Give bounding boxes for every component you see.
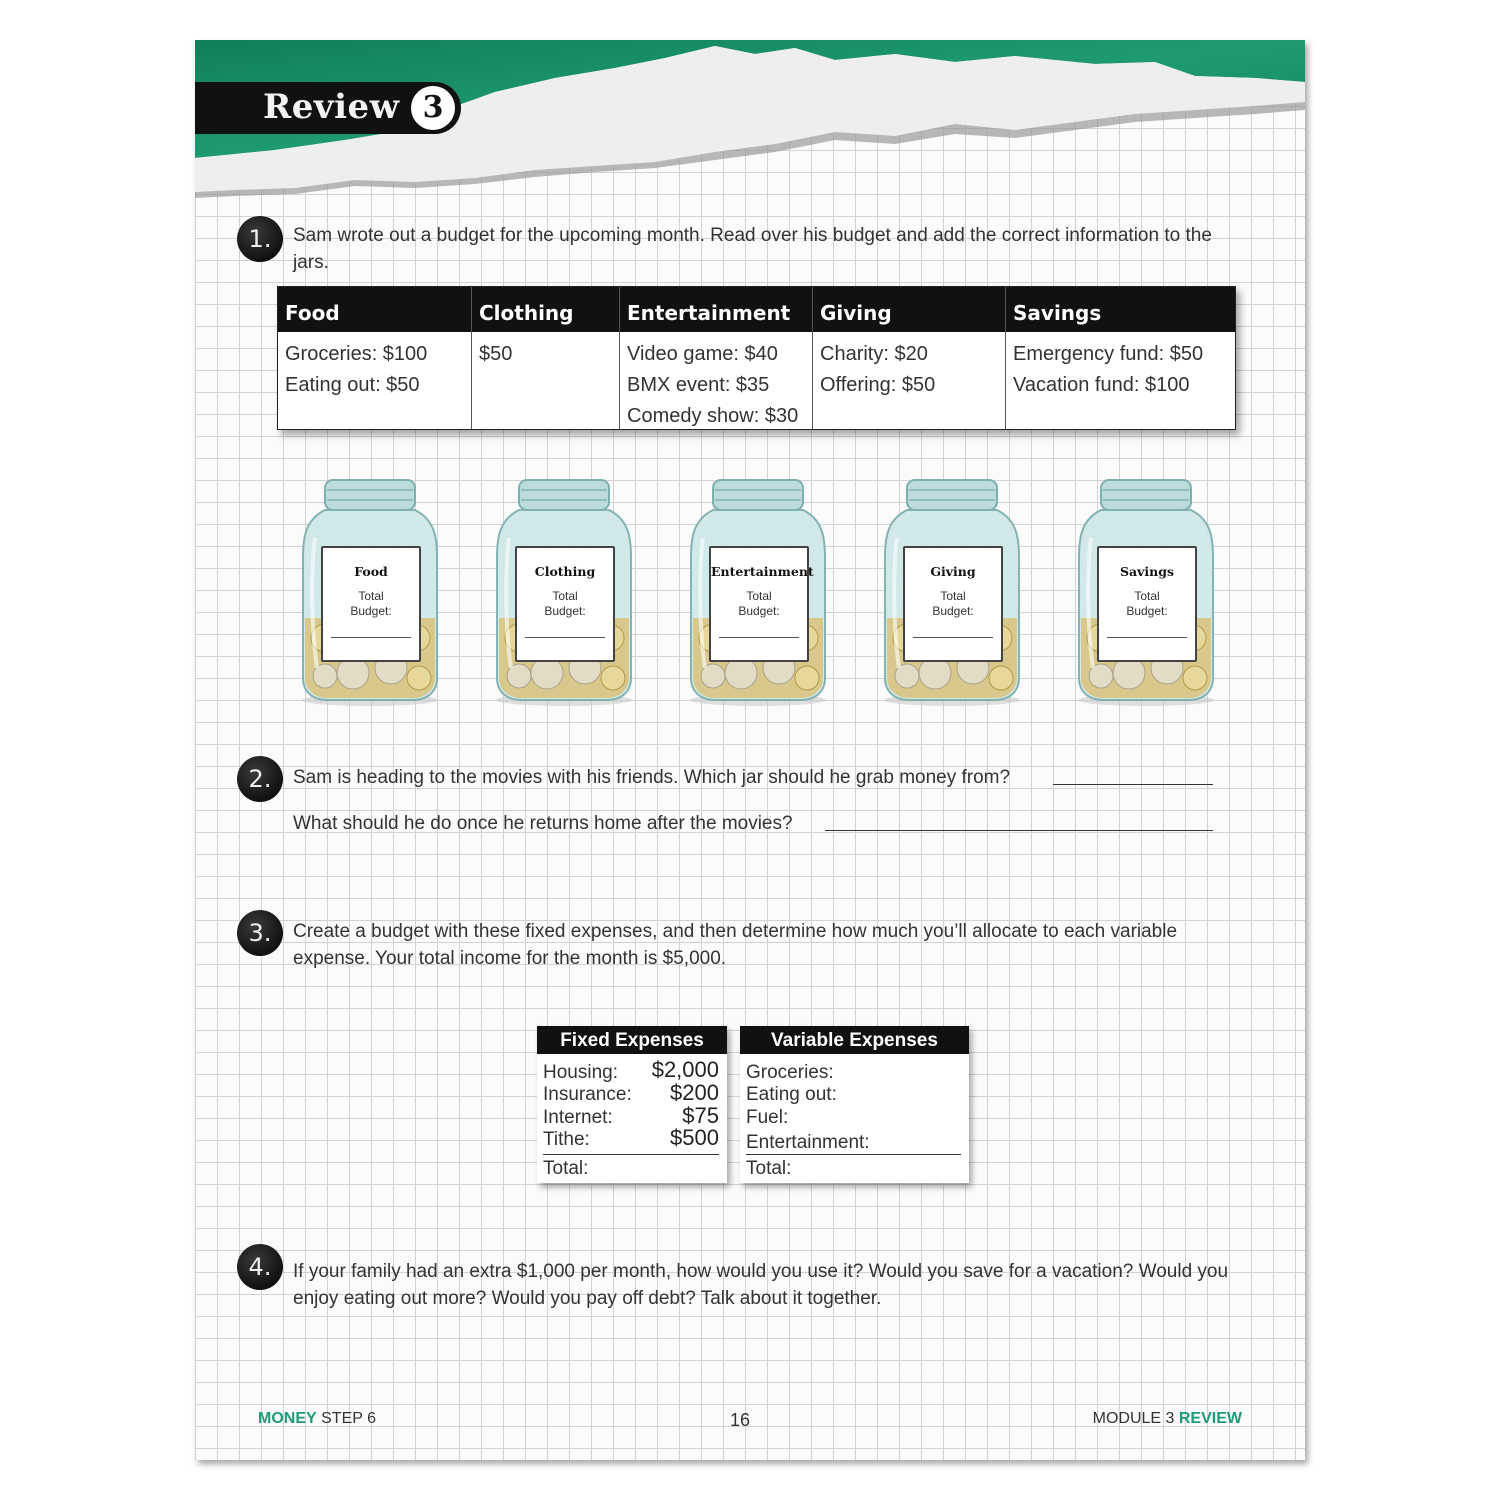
jar-answer-line[interactable]	[913, 637, 993, 638]
budget-heading: Giving	[813, 287, 1006, 332]
jar-total-label	[711, 589, 807, 619]
budget-item: Groceries: $100	[285, 343, 428, 365]
question-1-badge: 1.	[237, 216, 283, 262]
jar-savings	[1071, 478, 1221, 708]
fixed-expense-label: Internet:	[543, 1107, 613, 1128]
jar-category: Savings	[1119, 564, 1174, 579]
question-1-text: Sam wrote out a budget for the upcoming month. Read over his budget and add the correct information to the jars.	[293, 225, 1212, 273]
jar-total-label	[517, 589, 613, 619]
jar-total-label	[323, 589, 419, 619]
jar-total-line2: Budget:	[544, 604, 586, 618]
page-number: 16	[730, 1410, 751, 1430]
variable-expense-label: Groceries:	[746, 1062, 834, 1083]
jar-giving	[877, 478, 1027, 708]
total-rule	[746, 1154, 961, 1155]
jar-answer-line[interactable]	[525, 637, 605, 638]
fixed-expense-value: $500	[670, 1125, 719, 1150]
jar-total-line1: Total	[358, 589, 384, 603]
budget-item: $50	[479, 343, 513, 365]
question-3-text: Create a budget with these fixed expenses, and then determine how much you’ll allocate to each variable expense. Your total income for the month is $5,000.	[293, 921, 1178, 969]
budget-item: Video game: $40	[627, 343, 778, 365]
jar-answer-line[interactable]	[719, 637, 799, 638]
budget-heading: Food	[278, 287, 471, 332]
budget-item: Eating out: $50	[285, 374, 420, 396]
variable-expenses-heading: Variable Expenses	[740, 1026, 969, 1054]
jar-clothing	[489, 478, 639, 708]
budget-item: BMX event: $35	[627, 374, 770, 396]
budget-heading: Entertainment	[620, 287, 813, 332]
variable-expenses-box	[740, 1026, 969, 1183]
variable-expense-label: Eating out:	[746, 1084, 837, 1105]
jar-answer-line[interactable]	[1107, 637, 1187, 638]
answer-line-after-movies[interactable]	[825, 830, 1213, 831]
worksheet-page	[195, 40, 1305, 1460]
footer-left	[258, 1410, 376, 1428]
budget-column-clothing	[471, 287, 620, 429]
footer-step: STEP 6	[321, 1410, 376, 1427]
page-title: Review	[263, 87, 400, 127]
jar-label[interactable]	[321, 546, 421, 662]
review-number-badge: 3	[411, 86, 455, 130]
sam-budget-table	[277, 286, 1236, 430]
question-2-badge: 2.	[237, 756, 283, 802]
footer-module: MODULE 3	[1092, 1410, 1175, 1427]
jar-total-label	[1099, 589, 1195, 619]
budget-column-giving	[812, 287, 1006, 429]
jar-total-line2: Budget:	[932, 604, 974, 618]
fixed-expense-label: Insurance:	[543, 1084, 632, 1105]
budget-heading: Clothing	[472, 287, 620, 332]
fixed-expense-label: Tithe:	[543, 1129, 590, 1150]
jar-total-line2: Budget:	[350, 604, 392, 618]
jar-label[interactable]	[515, 546, 615, 662]
jar-category: Entertainment	[711, 564, 814, 579]
jar-category: Giving	[930, 564, 976, 579]
question-3-badge: 3.	[237, 910, 283, 956]
jar-total-line2: Budget:	[1126, 604, 1168, 618]
jar-food	[295, 478, 445, 708]
fixed-expenses-heading: Fixed Expenses	[537, 1026, 727, 1054]
jar-category: Clothing	[534, 564, 596, 579]
fixed-total-label: Total:	[543, 1158, 589, 1179]
fixed-expense-value: $75	[682, 1103, 719, 1128]
footer-right	[1093, 1410, 1242, 1428]
jar-label[interactable]	[709, 546, 814, 662]
question-4-badge: 4.	[237, 1244, 283, 1290]
budget-item: Vacation fund: $100	[1013, 374, 1190, 396]
footer-review: REVIEW	[1178, 1410, 1242, 1427]
budget-item: Comedy show: $30	[627, 405, 799, 427]
answer-line-jar[interactable]	[1053, 784, 1213, 785]
budget-item: Charity: $20	[820, 343, 928, 365]
budget-column-entertainment	[619, 287, 813, 429]
budget-item: Offering: $50	[820, 374, 936, 396]
question-2-followup-text: What should he do once he returns home after the movies?	[293, 813, 793, 834]
budget-column-savings	[1005, 287, 1235, 429]
jar-total-line1: Total	[1134, 589, 1160, 603]
fixed-expenses-box	[537, 1026, 727, 1183]
jar-entertainment	[683, 478, 833, 708]
budget-item: Emergency fund: $50	[1013, 343, 1204, 365]
fixed-expense-label: Housing:	[543, 1062, 618, 1083]
jar-total-line1: Total	[552, 589, 578, 603]
question-2-text: Sam is heading to the movies with his friends. Which jar should he grab money from?	[293, 767, 1011, 788]
variable-total-label: Total:	[746, 1158, 792, 1179]
jar-category: Food	[354, 564, 388, 579]
footer-brand: MONEY	[258, 1410, 317, 1427]
variable-expense-label: Entertainment:	[746, 1132, 870, 1153]
jar-label[interactable]	[1097, 546, 1197, 662]
jar-total-line1: Total	[746, 589, 772, 603]
jar-answer-line[interactable]	[331, 637, 411, 638]
budget-column-food	[278, 287, 471, 429]
total-rule	[543, 1154, 719, 1155]
fixed-expense-value: $200	[670, 1080, 719, 1105]
jar-label[interactable]	[903, 546, 1003, 662]
budget-heading: Savings	[1006, 287, 1235, 332]
jar-total-label	[905, 589, 1001, 619]
fixed-expense-value: $2,000	[651, 1057, 719, 1082]
jar-total-line2: Budget:	[738, 604, 780, 618]
jar-total-line1: Total	[940, 589, 966, 603]
question-4-text: If your family had an extra $1,000 per month, how would you use it? Would you save for a vacation? Would you enjoy eating out more? Would you pay off debt? Talk about it together.	[293, 1261, 1229, 1309]
variable-expense-label: Fuel:	[746, 1107, 789, 1128]
